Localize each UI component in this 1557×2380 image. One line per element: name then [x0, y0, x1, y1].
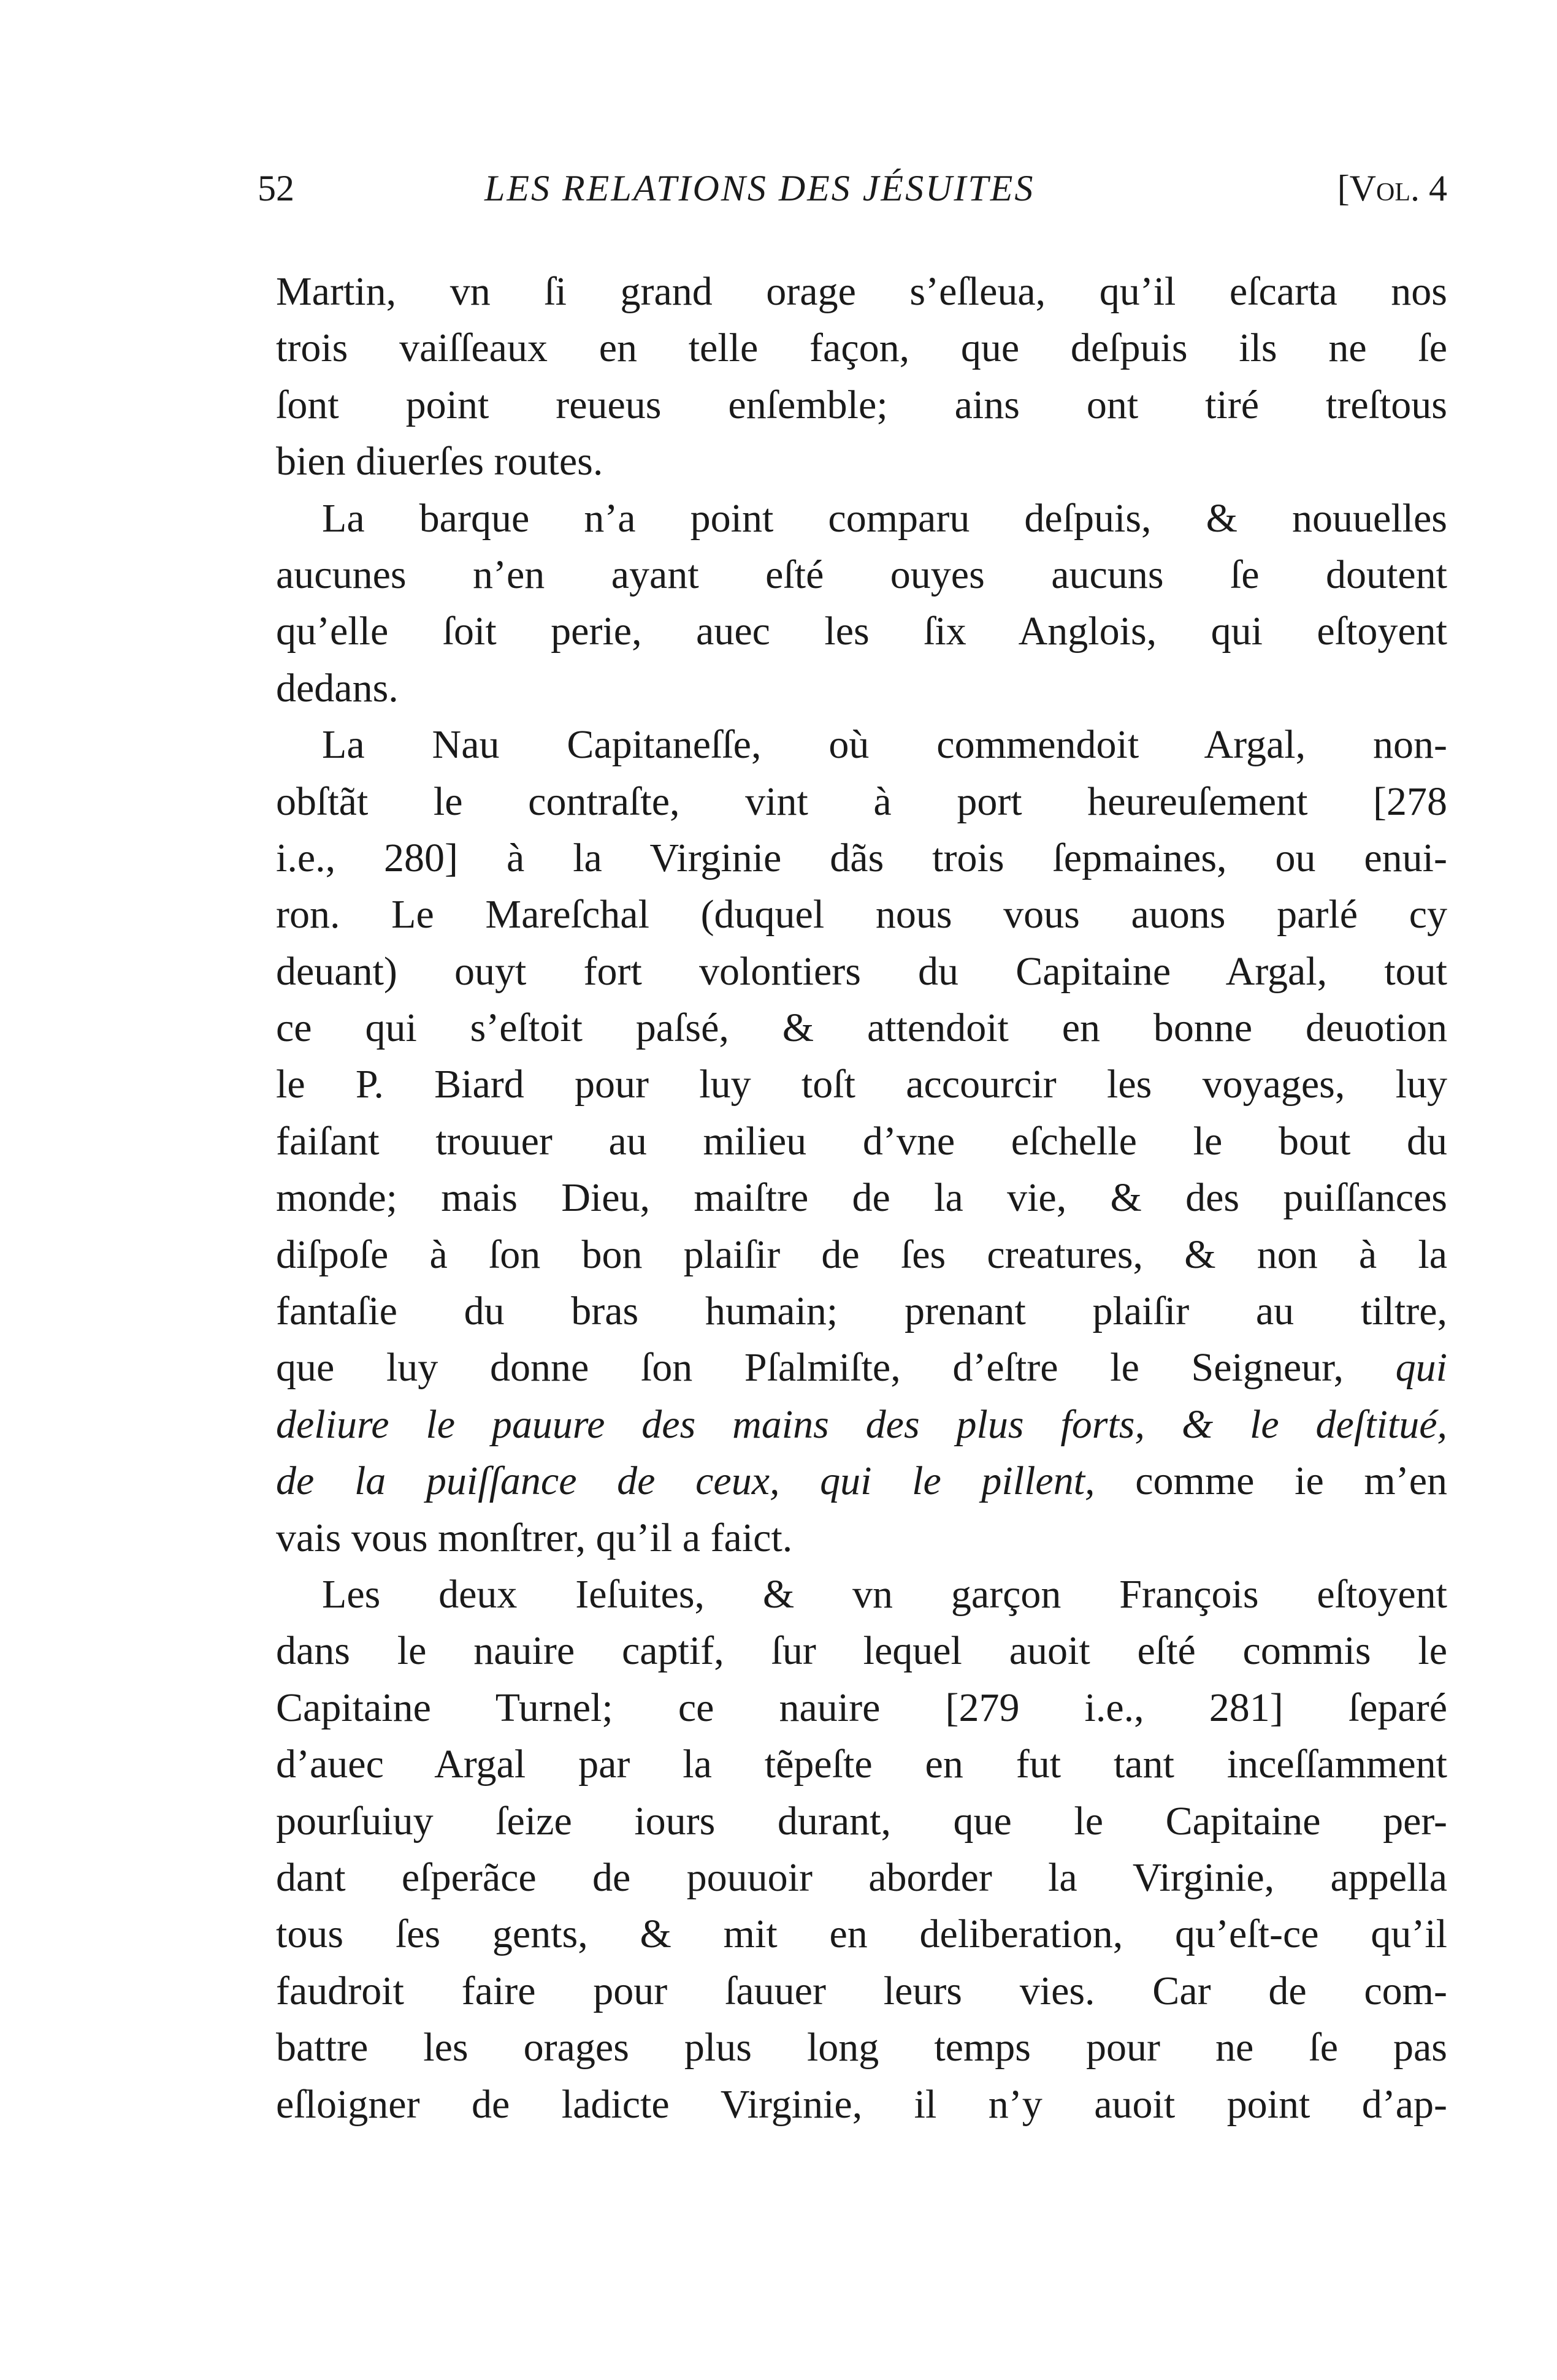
- text-line: [276, 377, 1447, 433]
- body-text: [276, 264, 1447, 2133]
- text-segment: aucunes n’en ayant eſté ouyes aucuns ſe doutent: [276, 552, 1447, 597]
- text-segment: La Nau Capitaneſſe, où commendoit Argal, non-: [322, 722, 1447, 768]
- text-line: [276, 264, 1447, 320]
- text-segment: pourſuiuy ſeize iours durant, que le Capitaine per-: [276, 1798, 1447, 1844]
- text-segment: d’auec Argal par la tẽpeſte en fut tant inceſſamment: [276, 1742, 1447, 1787]
- text-line: [276, 320, 1447, 376]
- text-segment: monde; mais Dieu, maiſtre de la vie, & des puiſſances: [276, 1175, 1447, 1221]
- text-segment: trois vaiſſeaux en telle façon, que deſpuis ils ne ſe: [276, 326, 1447, 371]
- page-number: 52: [258, 168, 294, 208]
- text-line: [276, 1566, 1447, 1623]
- text-line: [276, 1340, 1447, 1396]
- text-segment: faiſant trouuer au milieu d’vne eſchelle le bout du: [276, 1118, 1447, 1164]
- text-line: [276, 1963, 1447, 2020]
- text-segment: battre les orages plus long temps pour ne ſe pas: [276, 2025, 1447, 2070]
- italic-text-segment: deliure le pauure des mains des plus forts, & le deſtitué,: [276, 1402, 1447, 1447]
- text-line: [276, 1510, 1447, 1566]
- text-segment: dans le nauire captif, ſur lequel auoit eſté commis le: [276, 1628, 1447, 1674]
- running-title: LES RELATIONS DES JÉSUITES: [484, 168, 1035, 208]
- text-segment: que luy donne ſon Pſalmiſte, d’eſtre le Seigneur,: [276, 1345, 1396, 1390]
- text-line: [276, 774, 1447, 830]
- text-segment: La barque n’a point comparu deſpuis, & nouuelles: [322, 495, 1447, 541]
- text-segment: Capitaine Turnel; ce nauire [279 i.e., 281] ſeparé: [276, 1685, 1447, 1730]
- text-line: [276, 2020, 1447, 2076]
- text-segment: ce qui s’eſtoit paſsé, & attendoit en bonne deuotion: [276, 1005, 1447, 1051]
- text-line: [276, 660, 1447, 717]
- text-line: [276, 1680, 1447, 1736]
- volume-label: [Vol. 4: [1337, 168, 1447, 208]
- text-line: [276, 547, 1447, 603]
- text-line: [276, 1736, 1447, 1793]
- text-line: [276, 1000, 1447, 1056]
- text-line: [276, 1283, 1447, 1340]
- text-line: [276, 830, 1447, 887]
- text-line: [276, 433, 1447, 490]
- text-line: [276, 717, 1447, 773]
- text-segment: Martin, vn ſi grand orage s’eſleua, qu’il eſcarta nos: [276, 269, 1447, 314]
- text-line: [276, 1113, 1447, 1170]
- text-line: [276, 1453, 1447, 1509]
- text-segment: le P. Biard pour luy toſt accourcir les voyages, luy: [276, 1062, 1447, 1107]
- text-segment: faudroit faire pour ſauuer leurs vies. Car de com-: [276, 1968, 1447, 2013]
- running-header: [258, 161, 1447, 216]
- text-line: [276, 2077, 1447, 2133]
- text-line: [276, 1850, 1447, 1906]
- text-line: [276, 1906, 1447, 1962]
- text-line: [276, 490, 1447, 547]
- italic-text-segment: de la puiſſance de ceux, qui le pillent,: [276, 1459, 1095, 1504]
- text-segment: dedans.: [276, 665, 399, 711]
- text-segment: deuant) ouyt fort volontiers du Capitaine Argal, tout: [276, 948, 1447, 994]
- text-line: [276, 887, 1447, 943]
- text-line: [276, 1623, 1447, 1679]
- text-segment: eſloigner de ladicte Virginie, il n’y auoit point d’ap-: [276, 2081, 1447, 2127]
- text-segment: ſont point reueus enſemble; ains ont tiré treſtous: [276, 382, 1447, 427]
- text-segment: fantaſie du bras humain; prenant plaiſir au tiltre,: [276, 1289, 1447, 1334]
- text-segment: diſpoſe à ſon bon plaiſir de ſes creatures, & non à la: [276, 1232, 1447, 1277]
- text-segment: bien diuerſes routes.: [276, 439, 603, 484]
- text-line: [276, 1227, 1447, 1283]
- text-line: [276, 603, 1447, 660]
- text-segment: dant eſperãce de pouuoir aborder la Virginie, appella: [276, 1855, 1447, 1900]
- text-line: [276, 944, 1447, 1000]
- text-segment: ron. Le Mareſchal (duquel nous vous auons parlé cy: [276, 892, 1447, 937]
- text-segment: qu’elle ſoit perie, auec les ſix Anglois, qui eſtoyent: [276, 609, 1447, 654]
- text-segment: Les deux Ieſuites, & vn garçon François eſtoyent: [322, 1571, 1447, 1617]
- text-line: [276, 1170, 1447, 1226]
- text-line: [276, 1793, 1447, 1850]
- text-line: [276, 1056, 1447, 1113]
- text-line: [276, 1397, 1447, 1453]
- text-segment: obſtãt le contraſte, vint à port heureuſement [278: [276, 779, 1447, 824]
- text-segment: vais vous monſtrer, qu’il a faict.: [276, 1515, 793, 1560]
- text-segment: i.e., 280] à la Virginie dãs trois ſepmaines, ou enui-: [276, 835, 1447, 880]
- italic-text-segment: qui: [1395, 1345, 1447, 1390]
- text-segment: tous ſes gents, & mit en deliberation, qu’eſt-ce qu’il: [276, 1912, 1447, 1957]
- text-segment: comme ie m’en: [1095, 1459, 1447, 1504]
